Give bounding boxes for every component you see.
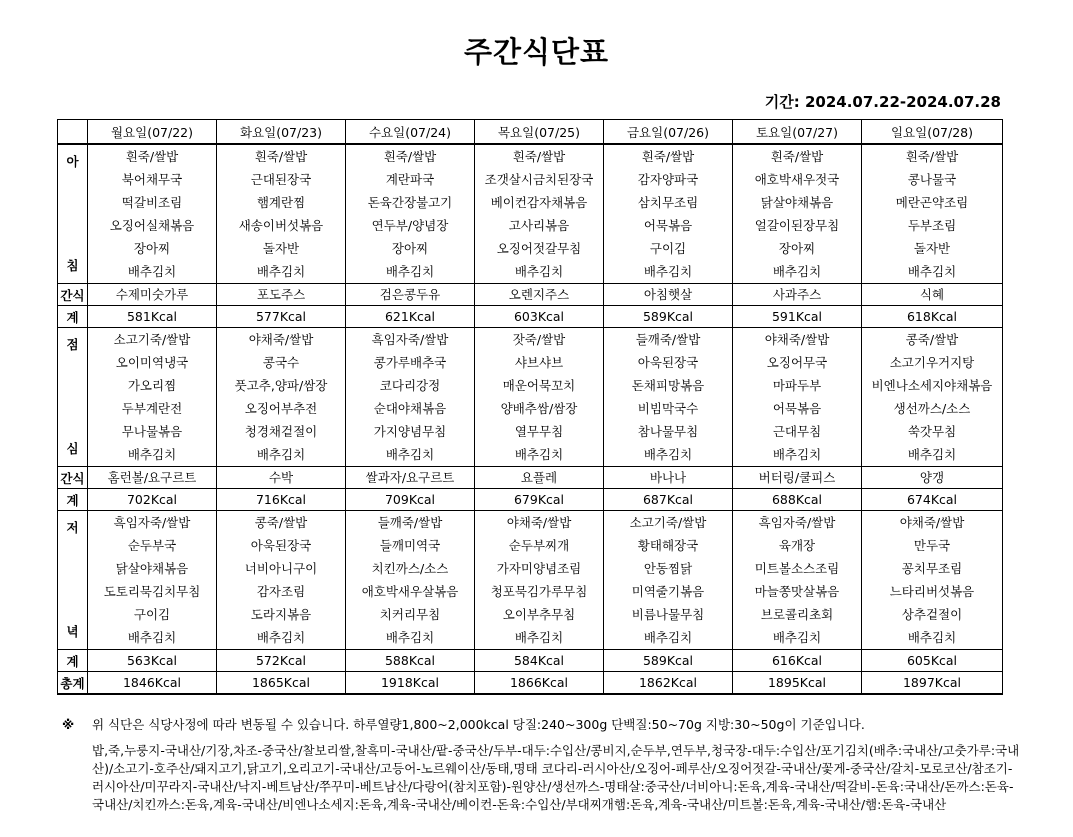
meal-row: [58, 144, 1003, 168]
menu-item: 들깨죽/쌀밥: [346, 511, 475, 535]
menu-item: 배추김치: [346, 443, 475, 467]
menu-item: 오이미역냉국: [88, 351, 217, 374]
menu-item: 육개장: [733, 534, 862, 557]
menu-item: 계란파국: [346, 168, 475, 191]
snack-row-cell: 쌀과자/요구르트: [346, 467, 475, 489]
breakfast-label: [58, 144, 88, 284]
meal-row: [58, 328, 1003, 352]
subtotal-row-cell: 618Kcal: [862, 306, 1003, 328]
meal-row: [58, 603, 1003, 626]
menu-item: 연두부/양념장: [346, 214, 475, 237]
snack-row-cell: 양갱: [862, 467, 1003, 489]
menu-item: 가자미양념조림: [475, 557, 604, 580]
menu-item: 떡갈비조림: [88, 191, 217, 214]
menu-item: 얼갈이된장무침: [733, 214, 862, 237]
menu-item: 메란곤약조림: [862, 191, 1003, 214]
menu-item: 쑥갓무침: [862, 420, 1003, 443]
menu-item: 흰죽/쌀밥: [733, 144, 862, 168]
subtotal-row-cell: 605Kcal: [862, 650, 1003, 672]
menu-item: 치킨까스/소스: [346, 557, 475, 580]
menu-item: 브로콜리초회: [733, 603, 862, 626]
menu-item: 청경채겉절이: [217, 420, 346, 443]
menu-item: 배추김치: [475, 443, 604, 467]
meal-row: [58, 397, 1003, 420]
menu-item: 소고기우거지탕: [862, 351, 1003, 374]
menu-item: 구이김: [604, 237, 733, 260]
menu-item: 구이김: [88, 603, 217, 626]
menu-item: 야채죽/쌀밥: [475, 511, 604, 535]
lunch-label: [58, 328, 88, 467]
day-header: 토요일(07/27): [733, 120, 862, 145]
menu-item: 샤브샤브: [475, 351, 604, 374]
menu-item: 햄계란찜: [217, 191, 346, 214]
lunch-label-char: 점: [66, 337, 79, 352]
menu-item: 배추김치: [475, 260, 604, 284]
menu-item: 만두국: [862, 534, 1003, 557]
meal-row: [58, 534, 1003, 557]
menu-item: 오징어젓갈무침: [475, 237, 604, 260]
subtotal-row-cell: 563Kcal: [88, 650, 217, 672]
menu-item: 꽁치무조림: [862, 557, 1003, 580]
snack-row-cell: 수제미숫가루: [88, 284, 217, 306]
snack-row-cell: 요플레: [475, 467, 604, 489]
subtotal-row-cell: 589Kcal: [604, 306, 733, 328]
header-row: [58, 120, 1003, 145]
menu-item: 장아찌: [733, 237, 862, 260]
menu-item: 흑임자죽/쌀밥: [88, 511, 217, 535]
snack-row-cell: 수박: [217, 467, 346, 489]
snack-label: 간식: [58, 284, 88, 306]
menu-item: 도라지볶음: [217, 603, 346, 626]
breakfast-label-char: 아: [66, 154, 79, 169]
total-label: 총계: [58, 672, 88, 695]
menu-item: 치커리무침: [346, 603, 475, 626]
subtotal-row-cell: 589Kcal: [604, 650, 733, 672]
meal-row: [58, 420, 1003, 443]
meal-row: [58, 351, 1003, 374]
meal-row: [58, 374, 1003, 397]
menu-item: 배추김치: [217, 626, 346, 650]
notes-section: [62, 716, 1022, 814]
menu-item: 닭살야채볶음: [733, 191, 862, 214]
meal-row: [58, 580, 1003, 603]
total-row: [58, 672, 1003, 695]
menu-item: 무나물볶음: [88, 420, 217, 443]
menu-item: 마파두부: [733, 374, 862, 397]
menu-item: 장아찌: [88, 237, 217, 260]
menu-item: 배추김치: [604, 626, 733, 650]
menu-item: 어묵볶음: [733, 397, 862, 420]
menu-item: 배추김치: [346, 626, 475, 650]
breakfast-label-char: 침: [66, 258, 79, 273]
menu-item: 새송이버섯볶음: [217, 214, 346, 237]
menu-item: 안동찜닭: [604, 557, 733, 580]
subtotal-row-cell: 709Kcal: [346, 489, 475, 511]
menu-item: 감자조림: [217, 580, 346, 603]
menu-item: 콩나물국: [862, 168, 1003, 191]
meal-row: [58, 168, 1003, 191]
total-row-cell: 1865Kcal: [217, 672, 346, 695]
meal-row: [58, 214, 1003, 237]
menu-item: 배추김치: [88, 626, 217, 650]
menu-item: 순두부국: [88, 534, 217, 557]
menu-item: 소고기죽/쌀밥: [88, 328, 217, 352]
menu-item: 배추김치: [88, 260, 217, 284]
menu-item: 감자양파국: [604, 168, 733, 191]
menu-item: 콩가루배추국: [346, 351, 475, 374]
menu-item: 오징어부추전: [217, 397, 346, 420]
meal-row: [58, 260, 1003, 284]
subtotal-row-cell: 688Kcal: [733, 489, 862, 511]
day-header: 화요일(07/23): [217, 120, 346, 145]
menu-item: 흰죽/쌀밥: [604, 144, 733, 168]
nutrition-note: 위 식단은 식당사정에 따라 변동될 수 있습니다. 하루열량1,800~2,000kcal 당질:240~300g 단백질:50~70g 지방:30~50g이 기준입니다.: [92, 717, 865, 732]
menu-item: 근대된장국: [217, 168, 346, 191]
menu-item: 흰죽/쌀밥: [88, 144, 217, 168]
menu-item: 배추김치: [604, 260, 733, 284]
menu-item: 닭살야채볶음: [88, 557, 217, 580]
menu-item: 장아찌: [346, 237, 475, 260]
menu-item: 생선까스/소스: [862, 397, 1003, 420]
menu-item: 배추김치: [862, 626, 1003, 650]
subtotal-label: 계: [58, 489, 88, 511]
menu-item: 돈육간장불고기: [346, 191, 475, 214]
menu-item: 열무무침: [475, 420, 604, 443]
menu-item: 두부계란전: [88, 397, 217, 420]
menu-item: 야채죽/쌀밥: [862, 511, 1003, 535]
menu-item: 비름나물무침: [604, 603, 733, 626]
menu-item: 배추김치: [604, 443, 733, 467]
meal-row: [58, 237, 1003, 260]
meal-row: [58, 191, 1003, 214]
menu-item: 오징어무국: [733, 351, 862, 374]
meal-row: [58, 511, 1003, 535]
day-header: 수요일(07/24): [346, 120, 475, 145]
menu-item: 돌자반: [862, 237, 1003, 260]
menu-item: 콩죽/쌀밥: [862, 328, 1003, 352]
snack-row-cell: 식혜: [862, 284, 1003, 306]
dinner-label: [58, 511, 88, 650]
menu-item: 돈채피망볶음: [604, 374, 733, 397]
subtotal-row-cell: 702Kcal: [88, 489, 217, 511]
snack-row-cell: 검은콩두유: [346, 284, 475, 306]
total-row-cell: 1897Kcal: [862, 672, 1003, 695]
menu-item: 어묵볶음: [604, 214, 733, 237]
menu-item: 배추김치: [862, 260, 1003, 284]
menu-item: 너비아니구이: [217, 557, 346, 580]
menu-item: 느타리버섯볶음: [862, 580, 1003, 603]
menu-item: 오징어실채볶음: [88, 214, 217, 237]
subtotal-row-cell: 588Kcal: [346, 650, 475, 672]
menu-item: 미역줄기볶음: [604, 580, 733, 603]
menu-item: 삼치무조림: [604, 191, 733, 214]
lunch-label-char: 심: [66, 441, 79, 456]
snack-label: 간식: [58, 467, 88, 489]
subtotal-row-cell: 674Kcal: [862, 489, 1003, 511]
meal-row: [58, 626, 1003, 650]
menu-item: 애호박새우젓국: [733, 168, 862, 191]
subtotal-row: [58, 489, 1003, 511]
subtotal-row-cell: 679Kcal: [475, 489, 604, 511]
menu-item: 흰죽/쌀밥: [862, 144, 1003, 168]
total-row-cell: 1918Kcal: [346, 672, 475, 695]
menu-item: 배추김치: [733, 260, 862, 284]
menu-item: 비빔막국수: [604, 397, 733, 420]
menu-item: 들깨죽/쌀밥: [604, 328, 733, 352]
meal-row: [58, 443, 1003, 467]
day-header: 금요일(07/26): [604, 120, 733, 145]
snack-row-cell: 오렌지주스: [475, 284, 604, 306]
menu-item: 콩국수: [217, 351, 346, 374]
menu-item: 배추김치: [346, 260, 475, 284]
menu-item: 야채죽/쌀밥: [217, 328, 346, 352]
subtotal-row-cell: 716Kcal: [217, 489, 346, 511]
snack-row: [58, 467, 1003, 489]
subtotal-row-cell: 581Kcal: [88, 306, 217, 328]
weekly-menu-table: [57, 119, 1003, 695]
menu-item: 순대야채볶음: [346, 397, 475, 420]
menu-item: 배추김치: [733, 626, 862, 650]
menu-item: 돌자반: [217, 237, 346, 260]
menu-item: 두부조림: [862, 214, 1003, 237]
menu-item: 흰죽/쌀밥: [475, 144, 604, 168]
subtotal-label: 계: [58, 650, 88, 672]
subtotal-row-cell: 572Kcal: [217, 650, 346, 672]
menu-item: 배추김치: [88, 443, 217, 467]
note-mark: ※: [62, 717, 75, 732]
subtotal-row: [58, 306, 1003, 328]
dinner-label-char: 녁: [66, 624, 79, 639]
meal-row: [58, 557, 1003, 580]
menu-item: 흰죽/쌀밥: [217, 144, 346, 168]
menu-item: 순두부찌개: [475, 534, 604, 557]
menu-item: 가오리찜: [88, 374, 217, 397]
menu-item: 오이부추무침: [475, 603, 604, 626]
menu-item: 흑임자죽/쌀밥: [346, 328, 475, 352]
dinner-label-char: 저: [66, 520, 79, 535]
menu-item: 마늘쫑맛살볶음: [733, 580, 862, 603]
menu-item: 근대무침: [733, 420, 862, 443]
subtotal-row-cell: 591Kcal: [733, 306, 862, 328]
menu-item: 비엔나소세지야채볶음: [862, 374, 1003, 397]
subtotal-row-cell: 603Kcal: [475, 306, 604, 328]
menu-item: 매운어묵꼬치: [475, 374, 604, 397]
menu-item: 배추김치: [217, 443, 346, 467]
subtotal-row-cell: 584Kcal: [475, 650, 604, 672]
period-label: 기간: 2024.07.22-2024.07.28: [764, 93, 1001, 111]
menu-item: 양배추쌈/쌈장: [475, 397, 604, 420]
menu-item: 흰죽/쌀밥: [346, 144, 475, 168]
day-header: 월요일(07/22): [88, 120, 217, 145]
snack-row-cell: 바나나: [604, 467, 733, 489]
menu-item: 흑임자죽/쌀밥: [733, 511, 862, 535]
snack-row-cell: 버터링/쿨피스: [733, 467, 862, 489]
menu-item: 배추김치: [475, 626, 604, 650]
menu-item: 코다리강정: [346, 374, 475, 397]
menu-item: 야채죽/쌀밥: [733, 328, 862, 352]
total-row-cell: 1866Kcal: [475, 672, 604, 695]
menu-item: 상추겉절이: [862, 603, 1003, 626]
menu-item: 배추김치: [862, 443, 1003, 467]
origin-note: 밥,죽,누룽지-국내산/기장,차조-중국산/찰보리쌀,찰흑미-국내산/팥-중국산/두부-대두:수입산/콩비지,순두부,연두부,청국장-대두:수입산/포기김치(배추:국내산/고춧가루:국내산)/소고기-호주산/돼지고기,닭고기,오리고기-국내산/고등어-노르웨이산/동태,명태 코다리-러시아산/오징어-페루산/오징어젓갈-국내산/꽃게-중국산/갈치-모로코산/참조기-러시아산/미꾸라지-국내산/낙지-베트남산/쭈꾸미-베트남산/다랑어(참치포함)-원양산/생선까스-명태살:중국산/너비아니:돈육,계육-국내산/떡갈비-돈육:국내산/돈까스:돈육-국내산/치킨까스:돈육,계육-국내산/비엔나소세지:돈육,계육-국내산/베이컨-돈육:수입산/부대찌개햄:돈육,계육-국내산/미트볼:돈육,계육-국내산/햄:돈육-국내산: [92, 743, 1020, 812]
subtotal-row-cell: 687Kcal: [604, 489, 733, 511]
subtotal-row-cell: 616Kcal: [733, 650, 862, 672]
menu-item: 조갯살시금치된장국: [475, 168, 604, 191]
menu-item: 가지양념무침: [346, 420, 475, 443]
menu-item: 배추김치: [733, 443, 862, 467]
menu-item: 배추김치: [217, 260, 346, 284]
snack-row: [58, 284, 1003, 306]
subtotal-row: [58, 650, 1003, 672]
menu-item: 도토리묵김치무침: [88, 580, 217, 603]
menu-item: 청포묵김가루무침: [475, 580, 604, 603]
day-header: 목요일(07/25): [475, 120, 604, 145]
menu-item: 아욱된장국: [217, 534, 346, 557]
corner-cell: [58, 120, 88, 145]
snack-row-cell: 사과주스: [733, 284, 862, 306]
snack-row-cell: 아침햇살: [604, 284, 733, 306]
menu-item: 소고기죽/쌀밥: [604, 511, 733, 535]
menu-item: 콩죽/쌀밥: [217, 511, 346, 535]
day-header: 일요일(07/28): [862, 120, 1003, 145]
total-row-cell: 1895Kcal: [733, 672, 862, 695]
subtotal-label: 계: [58, 306, 88, 328]
menu-item: 참나물무침: [604, 420, 733, 443]
menu-item: 고사리볶음: [475, 214, 604, 237]
menu-item: 아욱된장국: [604, 351, 733, 374]
subtotal-row-cell: 577Kcal: [217, 306, 346, 328]
menu-item: 미트볼소스조림: [733, 557, 862, 580]
menu-item: 황태해장국: [604, 534, 733, 557]
menu-item: 잣죽/쌀밥: [475, 328, 604, 352]
menu-item: 애호박새우살볶음: [346, 580, 475, 603]
menu-item: 풋고추,양파/쌈장: [217, 374, 346, 397]
menu-item: 북어채무국: [88, 168, 217, 191]
snack-row-cell: 포도주스: [217, 284, 346, 306]
snack-row-cell: 홈런볼/요구르트: [88, 467, 217, 489]
menu-item: 베이컨감자채볶음: [475, 191, 604, 214]
subtotal-row-cell: 621Kcal: [346, 306, 475, 328]
total-row-cell: 1862Kcal: [604, 672, 733, 695]
total-row-cell: 1846Kcal: [88, 672, 217, 695]
menu-item: 들깨미역국: [346, 534, 475, 557]
page-title: 주간식단표: [463, 35, 610, 69]
